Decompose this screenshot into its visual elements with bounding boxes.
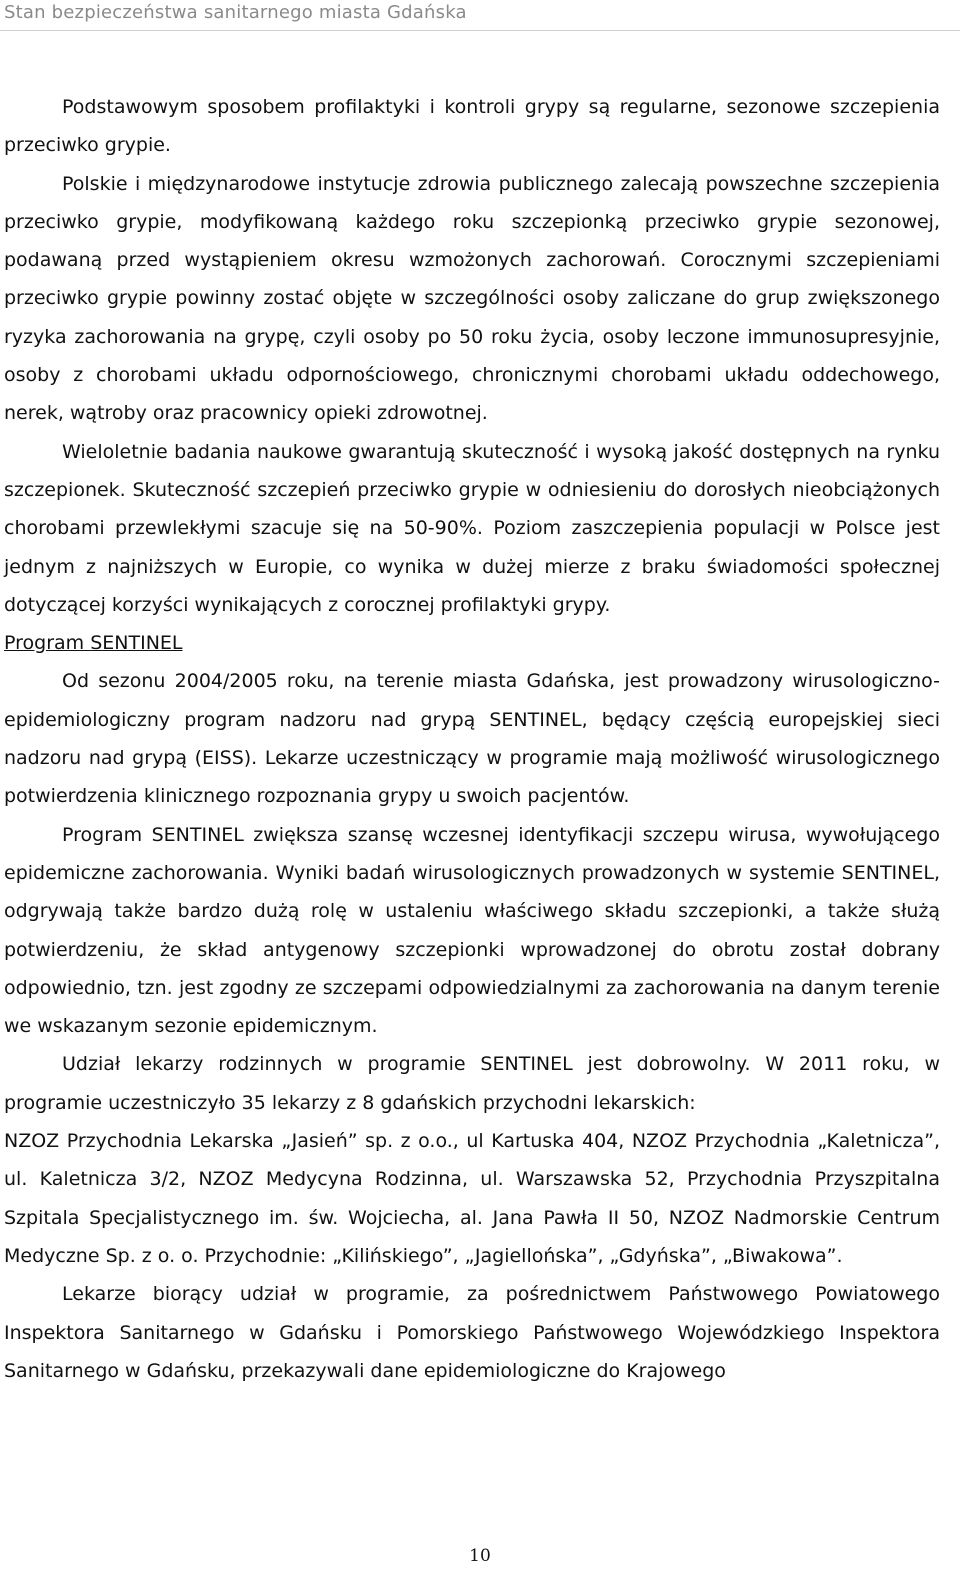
document-body <box>4 88 940 1390</box>
paragraph-vaccine-efficacy: Wieloletnie badania naukowe gwarantują skuteczność i wysoką jakość dostępnych na rynku szczepionek. Skuteczność szczepień przeciwko grypie w odniesieniu do dorosłych nieobciążonych chorobami przewlekłymi szacuje się na 50-90%. Poziom zaszczepienia populacji w Polsce jest jednym z najniższych w Europie, co wynika w dużej mierze z braku świadomości społecznej dotyczącej korzyści wynikających z corocznej profilaktyki grypy. <box>4 440 940 616</box>
header-divider <box>0 30 960 31</box>
section-heading-sentinel: Program SENTINEL <box>4 632 183 655</box>
running-header: Stan bezpieczeństwa sanitarnego miasta Gdańska <box>4 2 467 23</box>
paragraph-sentinel-role: Program SENTINEL zwiększa szansę wczesnej identyfikacji szczepu wirusa, wywołującego epidemiczne zachorowania. Wyniki badań wirusologicznych prowadzonych w systemie SENTINEL, odgrywają także bardzo dużą rolę w ustaleniu właściwego składu szczepionki, a także służą potwierdzeniu, że skład antygenowy szczepionki wprowadzonej do obrotu został dobrany odpowiednio, tzn. jest zgodny ze szczepami odpowiedzialnymi za zachorowania na danym terenie we wskazanym sezonie epidemicznym. <box>4 823 940 1038</box>
paragraph-participation: Udział lekarzy rodzinnych w programie SENTINEL jest dobrowolny. W 2011 roku, w programie uczestniczyło 35 lekarzy z 8 gdańskich przychodni lekarskich: <box>4 1053 940 1114</box>
page-number: 10 <box>469 1546 491 1566</box>
paragraph-sentinel-intro: Od sezonu 2004/2005 roku, na terenie miasta Gdańska, jest prowadzony wirusologiczno-epidemiologiczny program nadzoru nad grypą SENTINEL, będący częścią europejskiej sieci nadzoru nad grypą (EISS). Lekarze uczestniczący w programie mają możliwość wirusologicznego potwierdzenia klinicznego rozpoznania grypy u swoich pacjentów. <box>4 670 940 808</box>
paragraph-recommendations: Polskie i międzynarodowe instytucje zdrowia publicznego zalecają powszechne szczepienia przeciwko grypie, modyfikowaną każdego roku szczepionką przeciwko grypie sezonowej, podawaną przed wystąpieniem okresu wzmożonych zachorowań. Corocznymi szczepieniami przeciwko grypie powinny zostać objęte w szczególności osoby zaliczane do grup zwiększonego ryzyka zachorowania na grypę, czyli osoby po 50 roku życia, osoby leczone immunosupresyjnie, osoby z chorobami układu odpornościowego, chronicznymi chorobami układu oddechowego, nerek, wątroby oraz pracownicy opieki zdrowotnej. <box>4 172 940 425</box>
paragraph-clinic-list: NZOZ Przychodnia Lekarska „Jasień” sp. z o.o., ul Kartuska 404, NZOZ Przychodnia „Kaletnicza”, ul. Kaletnicza 3/2, NZOZ Medycyna Rodzinna, ul. Warszawska 52, Przychodnia Przyszpitalna Szpitala Specjalistycznego im. św. Wojciecha, al. Jana Pawła II 50, NZOZ Nadmorskie Centrum Medyczne Sp. z o. o. Przychodnie: „Kilińskiego”, „Jagiellońska”, „Gdyńska”, „Biwakowa”. <box>4 1130 940 1267</box>
paragraph-prophylaxis: Podstawowym sposobem profilaktyki i kontroli grypy są regularne, sezonowe szczepienia przeciwko grypie. <box>4 96 940 157</box>
paragraph-data-reporting: Lekarze biorący udział w programie, za pośrednictwem Państwowego Powiatowego Inspektora Sanitarnego w Gdańsku i Pomorskiego Państwowego Wojewódzkiego Inspektora Sanitarnego w Gdańsku, przekazywali dane epidemiologiczne do Krajowego <box>4 1283 940 1382</box>
